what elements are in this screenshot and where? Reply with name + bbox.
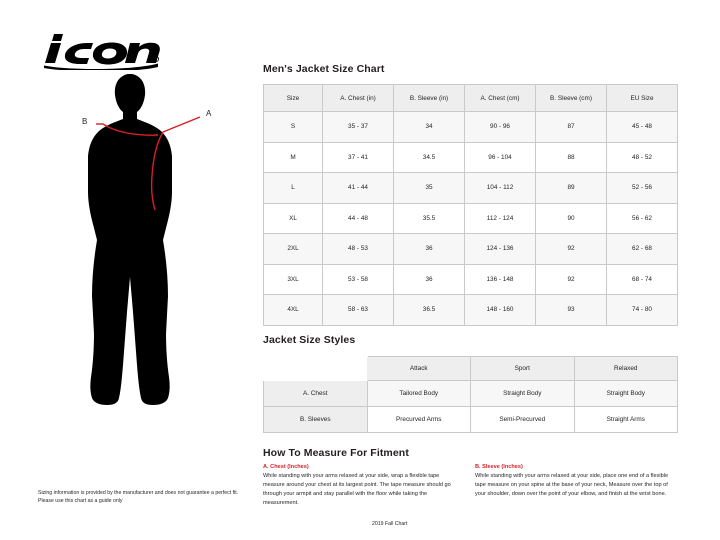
cell-chest-in: 44 - 48 <box>323 203 394 234</box>
table-header-row <box>264 85 678 112</box>
howto-chest-body: While standing with your arms relaxed at your side, wrap a flexible tape measure around your chest at its largest point. The tape measure should go through your armpit and stay parallel with the floor while taking the measurement. <box>263 472 451 506</box>
styles-cell-attack-chest: Tailored Body <box>367 381 471 407</box>
footer-chart-year: 2019 Fall Chart <box>372 521 408 527</box>
cell-sleeve-in: 34.5 <box>394 142 465 173</box>
cell-sleeve-in: 36 <box>394 264 465 295</box>
figure-label-b: B <box>82 117 88 126</box>
cell-size: 3XL <box>264 264 323 295</box>
cell-chest-in: 37 - 41 <box>323 142 394 173</box>
cell-size: 4XL <box>264 295 323 326</box>
cell-sleeve-cm: 93 <box>536 295 607 326</box>
table-row <box>264 112 678 143</box>
cell-size: L <box>264 173 323 204</box>
cell-sleeve-cm: 89 <box>536 173 607 204</box>
column-header-chest-cm: A. Chest (cm) <box>465 85 536 112</box>
cell-chest-cm: 104 - 112 <box>465 173 536 204</box>
cell-chest-cm: 112 - 124 <box>465 203 536 234</box>
cell-sleeve-cm: 92 <box>536 234 607 265</box>
howto-chest-column <box>263 464 457 508</box>
table-row <box>264 381 678 407</box>
table-row <box>264 264 678 295</box>
cell-size: XL <box>264 203 323 234</box>
styles-header-row <box>264 357 678 381</box>
cell-chest-in: 48 - 53 <box>323 234 394 265</box>
cell-chest-cm: 96 - 104 <box>465 142 536 173</box>
styles-row-header-chest: A. Chest <box>264 381 368 407</box>
page-title: Men's Jacket Size Chart <box>263 63 385 75</box>
cell-size: 2XL <box>264 234 323 265</box>
styles-cell-sport-chest: Straight Body <box>471 381 575 407</box>
styles-cell-relaxed-chest: Straight Body <box>574 381 678 407</box>
cell-chest-in: 58 - 63 <box>323 295 394 326</box>
styles-column-header-attack: Attack <box>367 357 471 381</box>
column-header-chest-in: A. Chest (in) <box>323 85 394 112</box>
styles-cell-relaxed-sleeves: Straight Arms <box>574 407 678 433</box>
styles-column-header-relaxed: Relaxed <box>574 357 678 381</box>
cell-size: M <box>264 142 323 173</box>
howto-sleeve-column <box>475 464 669 508</box>
howto-columns <box>263 464 683 508</box>
cell-sleeve-in: 35 <box>394 173 465 204</box>
cell-chest-cm: 136 - 148 <box>465 264 536 295</box>
figure-label-a: A <box>206 109 212 118</box>
cell-sleeve-cm: 87 <box>536 112 607 143</box>
cell-chest-cm: 148 - 160 <box>465 295 536 326</box>
styles-cell-attack-sleeves: Precurved Arms <box>367 407 471 433</box>
cell-sleeve-cm: 92 <box>536 264 607 295</box>
svg-text:R: R <box>154 57 158 62</box>
table-row <box>264 234 678 265</box>
howto-section-title: How To Measure For Fitment <box>263 447 409 459</box>
styles-section-title: Jacket Size Styles <box>263 334 356 346</box>
cell-eu-size: 68 - 74 <box>607 264 678 295</box>
disclaimer-text: Sizing information is provided by the manufacturer and does not guarantee a perfect fit. Please use this chart as a guide only <box>38 490 239 505</box>
cell-chest-in: 53 - 58 <box>323 264 394 295</box>
cell-sleeve-cm: 90 <box>536 203 607 234</box>
left-panel <box>0 0 258 540</box>
icon-wordmark-logo <box>38 30 160 70</box>
table-row <box>264 173 678 204</box>
cell-eu-size: 52 - 56 <box>607 173 678 204</box>
table-row <box>264 142 678 173</box>
cell-sleeve-in: 36 <box>394 234 465 265</box>
cell-chest-in: 35 - 37 <box>323 112 394 143</box>
table-row <box>264 407 678 433</box>
cell-eu-size: 74 - 80 <box>607 295 678 326</box>
column-header-eu-size: EU Size <box>607 85 678 112</box>
cell-eu-size: 48 - 52 <box>607 142 678 173</box>
styles-row-header-sleeves: B. Sleeves <box>264 407 368 433</box>
cell-chest-cm: 124 - 136 <box>465 234 536 265</box>
styles-cell-sport-sleeves: Semi-Precurved <box>471 407 575 433</box>
column-header-sleeve-in: B. Sleeve (in) <box>394 85 465 112</box>
cell-eu-size: 62 - 68 <box>607 234 678 265</box>
cell-sleeve-in: 34 <box>394 112 465 143</box>
table-row <box>264 295 678 326</box>
right-panel <box>258 0 720 540</box>
cell-chest-cm: 90 - 96 <box>465 112 536 143</box>
column-header-sleeve-cm: B. Sleeve (cm) <box>536 85 607 112</box>
styles-column-header-sport: Sport <box>471 357 575 381</box>
howto-sleeve-heading: B. Sleeve (Inches) <box>475 464 523 470</box>
cell-sleeve-in: 35.5 <box>394 203 465 234</box>
cell-chest-in: 41 - 44 <box>323 173 394 204</box>
cell-sleeve-cm: 88 <box>536 142 607 173</box>
body-measurement-figure <box>60 72 240 417</box>
cell-size: S <box>264 112 323 143</box>
cell-eu-size: 45 - 48 <box>607 112 678 143</box>
column-header-size: Size <box>264 85 323 112</box>
table-row <box>264 203 678 234</box>
howto-sleeve-body: While standing with your arms relaxed at your side, place one end of a flexible tape measure on your spine at the base of your neck, Measure over the top of your shoulder, down over the point of your elbow, and finish at the wrist bone. <box>475 472 669 497</box>
styles-corner-cell <box>264 357 368 381</box>
jacket-size-styles-table <box>263 356 678 433</box>
cell-eu-size: 56 - 62 <box>607 203 678 234</box>
size-chart-table <box>263 84 678 326</box>
howto-chest-heading: A. Chest (Inches) <box>263 464 309 470</box>
cell-sleeve-in: 36.5 <box>394 295 465 326</box>
